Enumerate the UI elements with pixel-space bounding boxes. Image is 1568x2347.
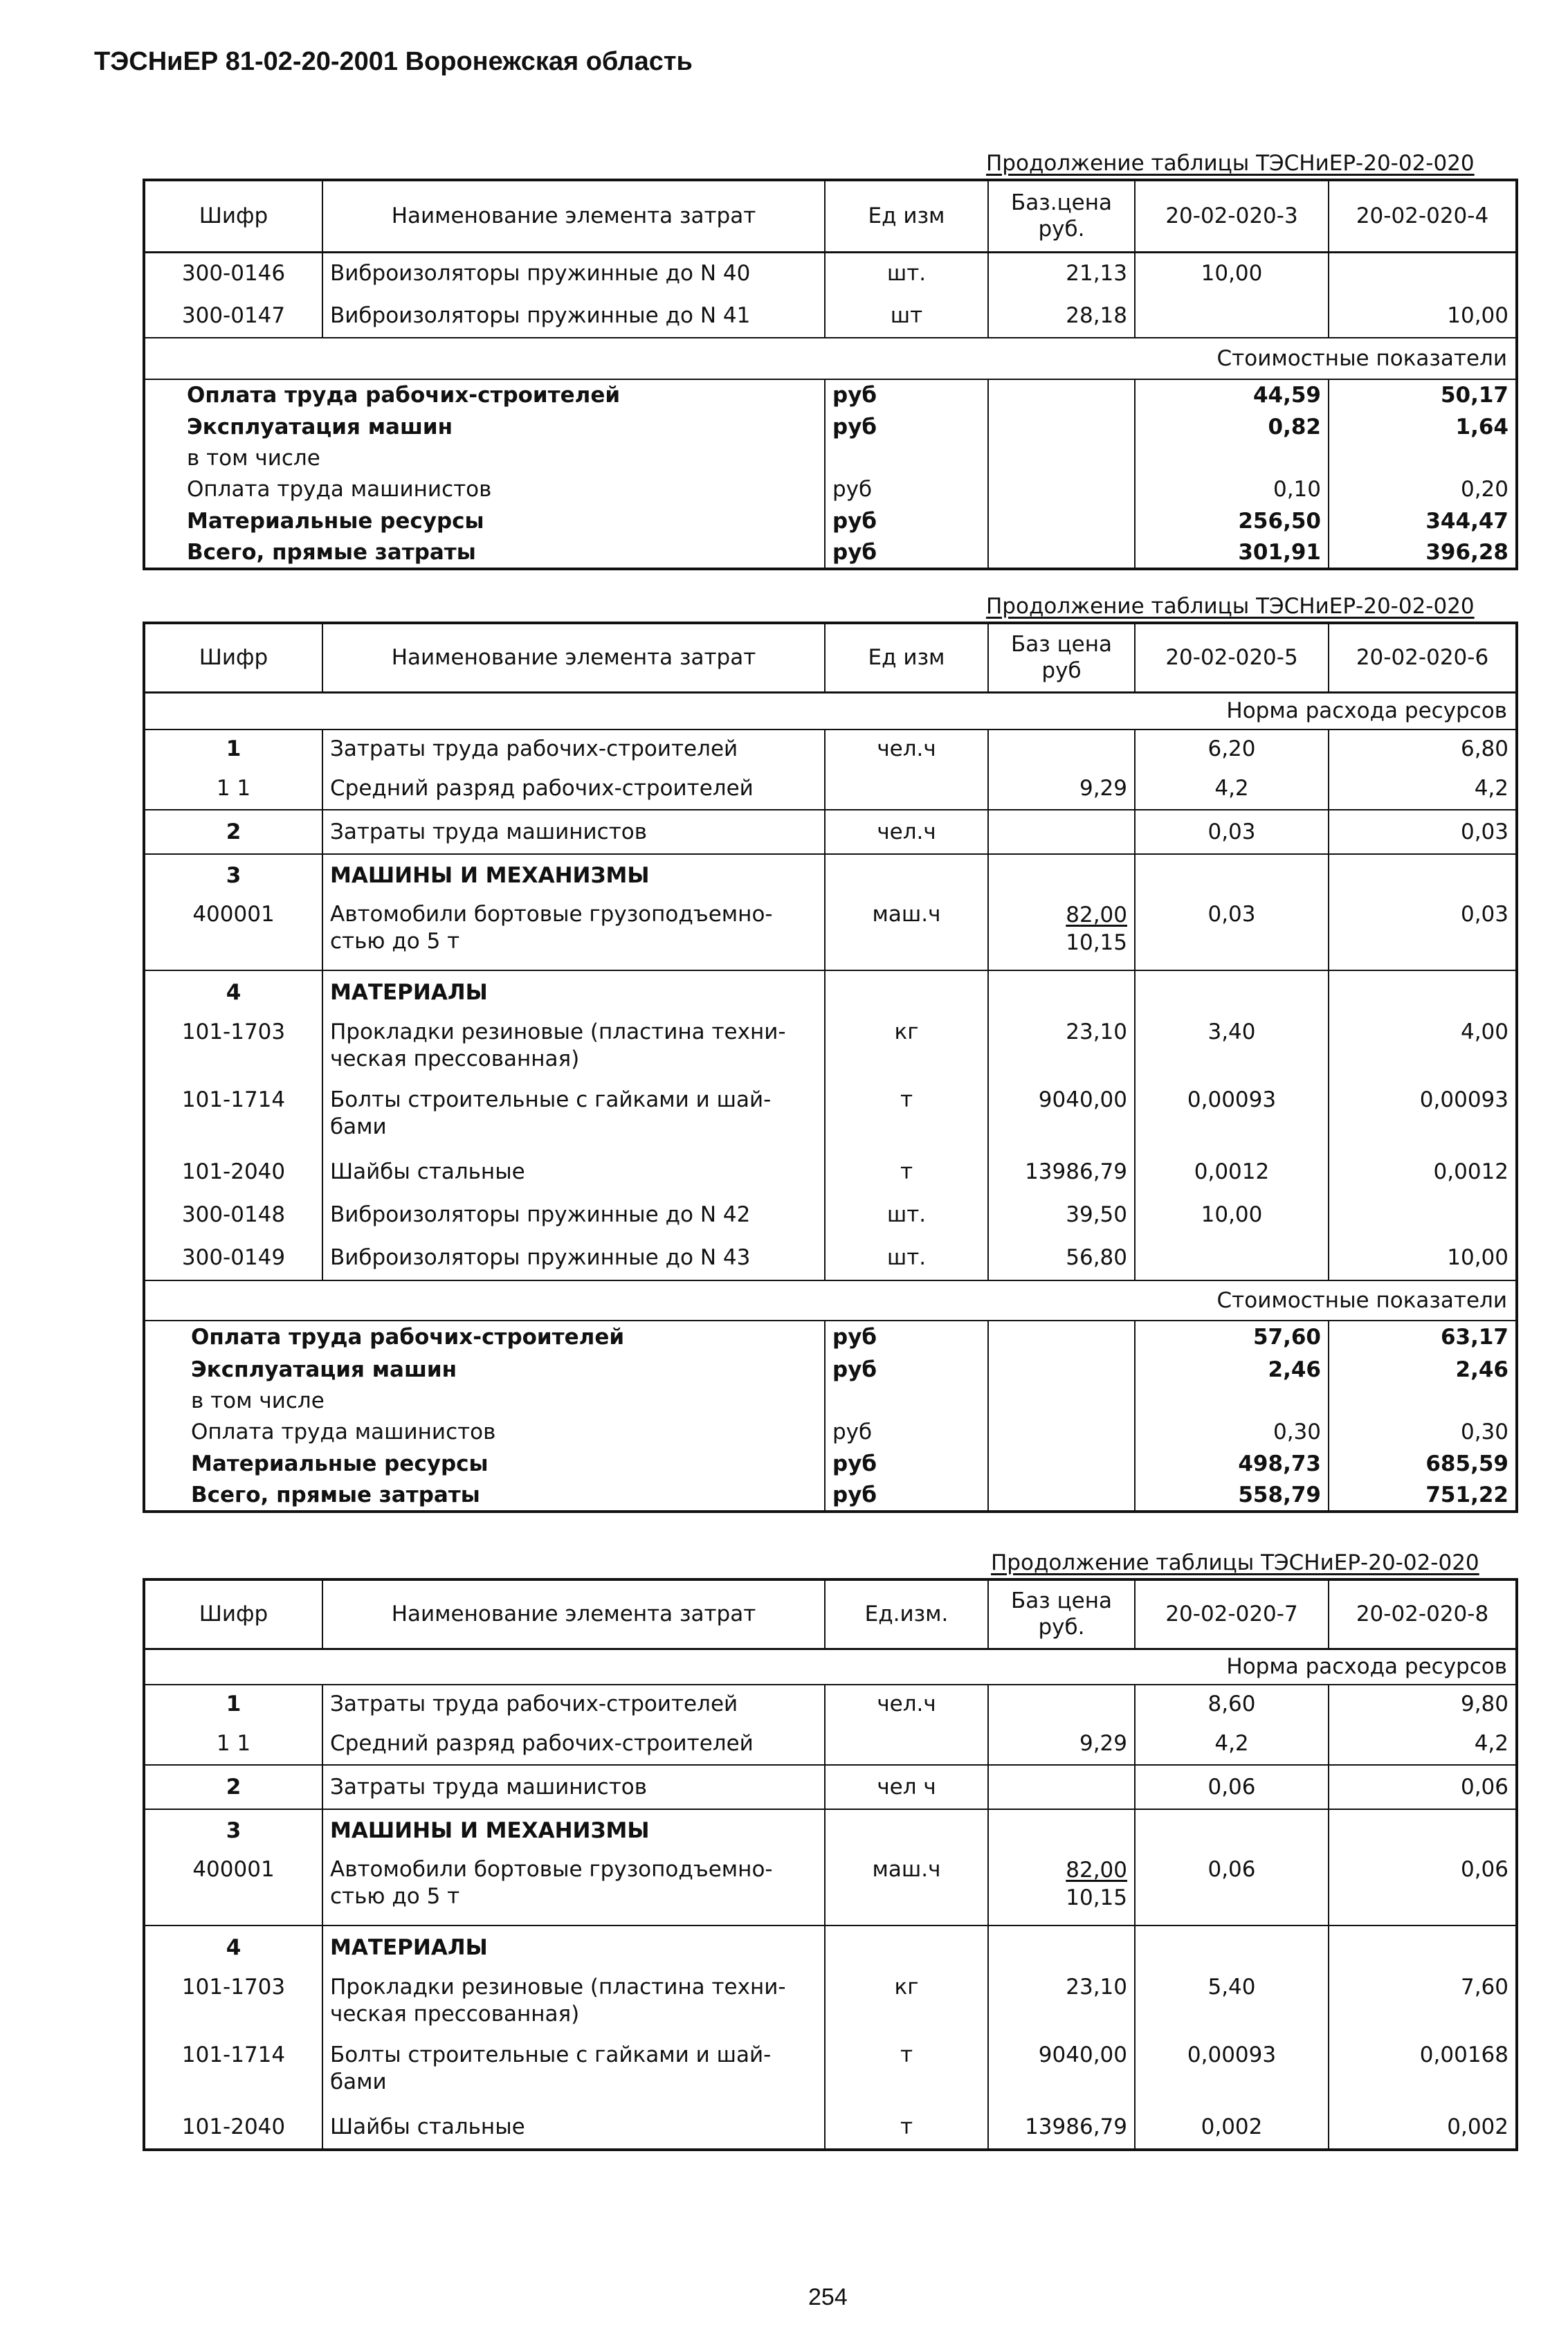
cost-unit xyxy=(825,1386,988,1416)
empty-cell xyxy=(988,1925,1135,1970)
row-code: 400001 xyxy=(192,902,275,927)
table2-header-col2: 20-02-020-6 xyxy=(1329,623,1517,692)
row-value-1: 0,06 xyxy=(1135,1852,1329,1925)
empty-cell xyxy=(1329,970,1517,1015)
table-row xyxy=(144,1685,1517,1723)
table1-header-name: Наименование элемента затрат xyxy=(322,180,825,252)
row-code: 1 1 xyxy=(216,1731,251,1757)
table-row xyxy=(144,730,1517,768)
row-unit: маш.ч xyxy=(825,897,988,970)
row-code: 101-2040 xyxy=(181,2114,286,2139)
cost-name: Оплата труда машинистов xyxy=(187,476,492,502)
empty-cell xyxy=(825,1925,988,1970)
row-value-1: 0,03 xyxy=(1135,897,1329,970)
section-title: МАШИНЫ И МЕХАНИЗМЫ xyxy=(322,854,825,897)
empty-cell xyxy=(988,970,1135,1015)
cost-empty xyxy=(988,1354,1135,1386)
row-price: 9040,00 xyxy=(988,1082,1135,1150)
empty-cell xyxy=(1135,854,1329,897)
row-code: 101-1703 xyxy=(181,1975,286,2000)
empty-cell xyxy=(825,970,988,1015)
row-name-line1: Болты строительные с гайками и шай- xyxy=(330,1087,772,1112)
table1-header-unit: Ед изм xyxy=(825,180,988,252)
table1-header-price: Баз.цена руб. xyxy=(988,180,1135,252)
row-value-2: 4,2 xyxy=(1329,1723,1517,1765)
table3-caption: Продолжение таблицы ТЭСНиЕР-20-02-020 xyxy=(991,1550,1479,1575)
table-row xyxy=(144,897,1517,970)
page-number: 254 xyxy=(808,2284,848,2310)
table3 xyxy=(143,1578,1518,2151)
table-row xyxy=(144,1236,1517,1280)
section-title: МАТЕРИАЛЫ xyxy=(322,970,825,1015)
row-value-2: 9,80 xyxy=(1329,1685,1517,1723)
cost-value-1: 57,60 xyxy=(1135,1321,1329,1354)
cost-row xyxy=(144,411,1517,443)
table3-header-name: Наименование элемента затрат xyxy=(322,1579,825,1649)
row-name xyxy=(322,1015,825,1082)
row-value-2: 0,03 xyxy=(1329,897,1517,970)
row-price: 28,18 xyxy=(988,295,1135,338)
row-unit xyxy=(825,1723,988,1765)
row-price xyxy=(988,1685,1135,1723)
cost-indicators-label: Стоимостные показатели xyxy=(144,1280,1517,1321)
norm-label: Норма расхода ресурсов xyxy=(144,692,1517,730)
table3-header-unit: Ед.изм. xyxy=(825,1579,988,1649)
row-name-line2: бами xyxy=(330,2069,387,2094)
cost-value-1 xyxy=(1135,443,1329,473)
cost-empty xyxy=(988,1448,1135,1480)
row-unit: т xyxy=(825,2038,988,2105)
table1-header-col2: 20-02-020-4 xyxy=(1329,180,1517,252)
row-value-2: 10,00 xyxy=(1329,1236,1517,1280)
cost-row xyxy=(144,473,1517,505)
row-name-line2: стью до 5 т xyxy=(330,928,460,954)
section-row xyxy=(144,1809,1517,1852)
row-value-1: 0,00093 xyxy=(1135,1082,1329,1150)
row-code: 2 xyxy=(144,1765,322,1809)
table-row xyxy=(144,252,1517,295)
row-price xyxy=(988,810,1135,854)
row-name xyxy=(322,1082,825,1150)
row-price: 39,50 xyxy=(988,1193,1135,1236)
row-price: 13986,79 xyxy=(988,2105,1135,2150)
row-price: 9,29 xyxy=(988,768,1135,810)
row-value-2: 0,06 xyxy=(1329,1765,1517,1809)
cost-row xyxy=(144,1480,1517,1512)
row-value-2: 7,60 xyxy=(1329,1970,1517,2038)
row-value-1: 4,2 xyxy=(1135,1723,1329,1765)
row-price xyxy=(988,1852,1135,1925)
empty-cell xyxy=(988,854,1135,897)
row-unit: шт xyxy=(825,295,988,338)
row-name: Виброизоляторы пружинные до N 41 xyxy=(322,295,825,338)
cost-unit: руб xyxy=(825,537,988,569)
table-row xyxy=(144,295,1517,338)
table-row xyxy=(144,1150,1517,1193)
cost-name: в том числе xyxy=(191,1388,325,1413)
empty-cell xyxy=(825,1809,988,1852)
row-name: Шайбы стальные xyxy=(322,2105,825,2150)
row-value-1: 3,40 xyxy=(1135,1015,1329,1082)
row-name-line2: ческая прессованная) xyxy=(330,1046,580,1071)
row-value-1: 5,40 xyxy=(1135,1970,1329,2038)
table3-header-price: Баз цена руб. xyxy=(988,1579,1135,1649)
row-name: Виброизоляторы пружинные до N 43 xyxy=(322,1236,825,1280)
row-unit xyxy=(825,768,988,810)
cost-empty xyxy=(988,473,1135,505)
cost-value-2: 50,17 xyxy=(1329,379,1517,411)
cost-unit: руб xyxy=(825,1354,988,1386)
row-value-2: 0,06 xyxy=(1329,1852,1517,1925)
row-name-line2: бами xyxy=(330,1114,387,1139)
row-price xyxy=(988,897,1135,970)
cost-value-2: 344,47 xyxy=(1329,505,1517,537)
table-row xyxy=(144,768,1517,810)
cost-value-2: 2,46 xyxy=(1329,1354,1517,1386)
row-value-2 xyxy=(1329,252,1517,295)
cost-empty xyxy=(988,505,1135,537)
row-value-2: 10,00 xyxy=(1329,295,1517,338)
table-row xyxy=(144,1723,1517,1765)
price-denominator: 10,15 xyxy=(1066,930,1127,956)
cost-name: в том числе xyxy=(187,445,320,471)
empty-cell xyxy=(1329,1809,1517,1852)
cost-value-2: 685,59 xyxy=(1329,1448,1517,1480)
row-unit: чел.ч xyxy=(825,730,988,768)
cost-empty xyxy=(988,1321,1135,1354)
table2-caption: Продолжение таблицы ТЭСНиЕР-20-02-020 xyxy=(986,594,1475,619)
cost-row xyxy=(144,1354,1517,1386)
cost-value-2 xyxy=(1329,443,1517,473)
section-code: 4 xyxy=(144,970,322,1015)
table-row xyxy=(144,1852,1517,1925)
row-unit: т xyxy=(825,2105,988,2150)
table3-norm-band xyxy=(144,1649,1517,1685)
cost-row xyxy=(144,505,1517,537)
empty-cell xyxy=(1135,1925,1329,1970)
table-row xyxy=(144,1015,1517,1082)
cost-value-2: 1,64 xyxy=(1329,411,1517,443)
cost-unit: руб xyxy=(825,505,988,537)
cost-empty xyxy=(988,379,1135,411)
table2 xyxy=(143,622,1518,1513)
cost-empty xyxy=(988,1480,1135,1512)
table-row xyxy=(144,1765,1517,1809)
table2-header-code: Шифр xyxy=(144,623,322,692)
row-name-line1: Прокладки резиновые (пластина техни- xyxy=(330,1020,786,1044)
cost-row xyxy=(144,379,1517,411)
cost-unit: руб xyxy=(825,473,988,505)
price-denominator: 10,15 xyxy=(1066,1885,1127,1911)
cost-unit: руб xyxy=(825,1448,988,1480)
row-name: Затраты труда рабочих-строителей xyxy=(322,730,825,768)
cost-unit: руб xyxy=(825,379,988,411)
cost-empty xyxy=(988,411,1135,443)
row-name-line1: Прокладки резиновые (пластина техни- xyxy=(330,1975,786,2000)
table2-header-unit: Ед изм xyxy=(825,623,988,692)
cost-row xyxy=(144,443,1517,473)
table1-header-col1: 20-02-020-3 xyxy=(1135,180,1329,252)
row-price: 56,80 xyxy=(988,1236,1135,1280)
row-price: 23,10 xyxy=(988,1015,1135,1082)
table2-header-price: Баз цена руб xyxy=(988,623,1135,692)
row-unit: чел.ч xyxy=(825,810,988,854)
row-price: 9,29 xyxy=(988,1723,1135,1765)
row-value-1: 0,002 xyxy=(1135,2105,1329,2150)
row-value-2 xyxy=(1329,1193,1517,1236)
cost-value-1 xyxy=(1135,1386,1329,1416)
table1 xyxy=(143,179,1518,570)
cost-unit xyxy=(825,443,988,473)
row-value-2: 0,0012 xyxy=(1329,1150,1517,1193)
table-row xyxy=(144,1193,1517,1236)
row-name xyxy=(322,2038,825,2105)
cost-unit: руб xyxy=(825,1480,988,1512)
row-price: 23,10 xyxy=(988,1970,1135,2038)
row-code: 101-1703 xyxy=(181,1020,286,1044)
section-code: 4 xyxy=(144,1925,322,1970)
cost-name: Оплата труда машинистов xyxy=(191,1419,496,1444)
table1-header-code: Шифр xyxy=(144,180,322,252)
row-unit: шт. xyxy=(825,1236,988,1280)
row-name: Средний разряд рабочих-строителей xyxy=(322,768,825,810)
row-price: 9040,00 xyxy=(988,2038,1135,2105)
table-row xyxy=(144,2038,1517,2105)
norm-label: Норма расхода ресурсов xyxy=(144,1649,1517,1685)
row-value-2: 0,00093 xyxy=(1329,1082,1517,1150)
cost-empty xyxy=(988,1416,1135,1448)
cost-name: Оплата труда рабочих-строителей xyxy=(191,1325,625,1350)
row-unit: шт. xyxy=(825,252,988,295)
row-name: Виброизоляторы пружинные до N 40 xyxy=(322,252,825,295)
row-code: 400001 xyxy=(192,1857,275,1882)
empty-cell xyxy=(1329,854,1517,897)
row-name: Виброизоляторы пружинные до N 42 xyxy=(322,1193,825,1236)
section-code: 3 xyxy=(144,1809,322,1852)
row-code: 2 xyxy=(144,810,322,854)
cost-row xyxy=(144,1386,1517,1416)
row-name: Затраты труда рабочих-строителей xyxy=(322,1685,825,1723)
row-unit: чел ч xyxy=(825,1765,988,1809)
cost-unit: руб xyxy=(825,411,988,443)
row-value-1 xyxy=(1135,1236,1329,1280)
cost-value-1: 0,30 xyxy=(1135,1416,1329,1448)
row-name-line2: ческая прессованная) xyxy=(330,2001,580,2027)
table-row xyxy=(144,810,1517,854)
row-price xyxy=(988,730,1135,768)
row-code: 101-1714 xyxy=(181,1087,286,1112)
table1-caption: Продолжение таблицы ТЭСНиЕР-20-02-020 xyxy=(986,151,1475,176)
row-value-1 xyxy=(1135,295,1329,338)
row-unit: т xyxy=(825,1082,988,1150)
row-name: Шайбы стальные xyxy=(322,1150,825,1193)
cost-name: Оплата труда рабочих-строителей xyxy=(187,383,621,408)
cost-value-1: 301,91 xyxy=(1135,537,1329,569)
row-code: 101-1714 xyxy=(181,2042,286,2067)
cost-unit: руб xyxy=(825,1321,988,1354)
row-price: 13986,79 xyxy=(988,1150,1135,1193)
section-row xyxy=(144,970,1517,1015)
cost-unit: руб xyxy=(825,1416,988,1448)
row-code: 300-0149 xyxy=(181,1245,286,1271)
row-value-1: 0,06 xyxy=(1135,1765,1329,1809)
row-price xyxy=(988,1765,1135,1809)
row-name-line1: Болты строительные с гайками и шай- xyxy=(330,2042,772,2067)
row-value-1: 0,0012 xyxy=(1135,1150,1329,1193)
row-name: Средний разряд рабочих-строителей xyxy=(322,1723,825,1765)
table3-header-code: Шифр xyxy=(144,1579,322,1649)
cost-name: Всего, прямые затраты xyxy=(187,539,476,565)
row-unit: чел.ч xyxy=(825,1685,988,1723)
row-unit: шт. xyxy=(825,1193,988,1236)
empty-cell xyxy=(1329,1925,1517,1970)
empty-cell xyxy=(1135,1809,1329,1852)
cost-value-1: 558,79 xyxy=(1135,1480,1329,1512)
cost-name: Эксплуатация машин xyxy=(187,414,453,440)
table1-cost-band xyxy=(144,338,1517,379)
section-row xyxy=(144,1925,1517,1970)
cost-value-1: 0,10 xyxy=(1135,473,1329,505)
row-value-1: 0,03 xyxy=(1135,810,1329,854)
cost-value-1: 498,73 xyxy=(1135,1448,1329,1480)
row-unit: т xyxy=(825,1150,988,1193)
cost-value-1: 256,50 xyxy=(1135,505,1329,537)
section-code: 3 xyxy=(144,854,322,897)
table2-cost-band xyxy=(144,1280,1517,1321)
row-value-2: 0,00168 xyxy=(1329,2038,1517,2105)
row-value-2: 0,002 xyxy=(1329,2105,1517,2150)
document-header: ТЭСНиЕР 81-02-20-2001 Воронежская область xyxy=(94,47,693,76)
cost-empty xyxy=(988,443,1135,473)
cost-row xyxy=(144,1321,1517,1354)
table3-header-col1: 20-02-020-7 xyxy=(1135,1579,1329,1649)
row-name-line1: Автомобили бортовые грузоподъемно- xyxy=(330,902,773,927)
cost-value-1: 0,82 xyxy=(1135,411,1329,443)
cost-name: Материальные ресурсы xyxy=(187,508,484,534)
row-code: 300-0148 xyxy=(181,1202,286,1227)
cost-empty xyxy=(988,1386,1135,1416)
cost-value-2: 751,22 xyxy=(1329,1480,1517,1512)
cost-name: Всего, прямые затраты xyxy=(191,1482,480,1507)
row-value-1: 6,20 xyxy=(1135,730,1329,768)
section-row xyxy=(144,854,1517,897)
row-name-line2: стью до 5 т xyxy=(330,1883,460,1909)
cost-value-1: 2,46 xyxy=(1135,1354,1329,1386)
row-value-1: 8,60 xyxy=(1135,1685,1329,1723)
row-name xyxy=(322,1970,825,2038)
table-row xyxy=(144,1970,1517,2038)
cost-value-2 xyxy=(1329,1386,1517,1416)
row-code: 1 1 xyxy=(216,776,251,801)
row-value-1: 4,2 xyxy=(1135,768,1329,810)
row-value-1: 10,00 xyxy=(1135,252,1329,295)
row-value-1: 10,00 xyxy=(1135,1193,1329,1236)
price-numerator: 82,00 xyxy=(1066,903,1127,927)
table2-header-name: Наименование элемента затрат xyxy=(322,623,825,692)
cost-name: Эксплуатация машин xyxy=(191,1357,457,1382)
table-row xyxy=(144,1082,1517,1150)
empty-cell xyxy=(1135,970,1329,1015)
row-name xyxy=(322,1852,825,1925)
row-name xyxy=(322,897,825,970)
row-code: 300-0147 xyxy=(181,303,286,329)
cost-value-1: 44,59 xyxy=(1135,379,1329,411)
row-unit: кг xyxy=(825,1970,988,2038)
row-price: 21,13 xyxy=(988,252,1135,295)
empty-cell xyxy=(988,1809,1135,1852)
row-code: 1 xyxy=(226,736,241,762)
cost-empty xyxy=(988,537,1135,569)
row-value-2: 4,2 xyxy=(1329,768,1517,810)
row-name: Затраты труда машинистов xyxy=(322,810,825,854)
table3-header-col2: 20-02-020-8 xyxy=(1329,1579,1517,1649)
cost-indicators-label: Стоимостные показатели xyxy=(144,338,1517,379)
price-numerator: 82,00 xyxy=(1066,1858,1127,1883)
row-code: 101-2040 xyxy=(181,1159,286,1184)
row-value-2: 4,00 xyxy=(1329,1015,1517,1082)
row-name-line1: Автомобили бортовые грузоподъемно- xyxy=(330,1857,773,1882)
cost-name: Материальные ресурсы xyxy=(191,1451,489,1476)
row-value-2: 6,80 xyxy=(1329,730,1517,768)
section-title: МАШИНЫ И МЕХАНИЗМЫ xyxy=(322,1809,825,1852)
row-code: 300-0146 xyxy=(181,261,286,287)
table2-header-col1: 20-02-020-5 xyxy=(1135,623,1329,692)
row-unit: кг xyxy=(825,1015,988,1082)
row-name: Затраты труда машинистов xyxy=(322,1765,825,1809)
row-value-2: 0,03 xyxy=(1329,810,1517,854)
cost-row xyxy=(144,1416,1517,1448)
section-title: МАТЕРИАЛЫ xyxy=(322,1925,825,1970)
row-code: 1 xyxy=(226,1692,241,1717)
table2-norm-band xyxy=(144,692,1517,730)
cost-row xyxy=(144,537,1517,569)
cost-value-2: 0,30 xyxy=(1329,1416,1517,1448)
row-unit: маш.ч xyxy=(825,1852,988,1925)
empty-cell xyxy=(825,854,988,897)
cost-value-2: 63,17 xyxy=(1329,1321,1517,1354)
cost-value-2: 0,20 xyxy=(1329,473,1517,505)
cost-row xyxy=(144,1448,1517,1480)
table-row xyxy=(144,2105,1517,2150)
row-value-1: 0,00093 xyxy=(1135,2038,1329,2105)
cost-value-2: 396,28 xyxy=(1329,537,1517,569)
